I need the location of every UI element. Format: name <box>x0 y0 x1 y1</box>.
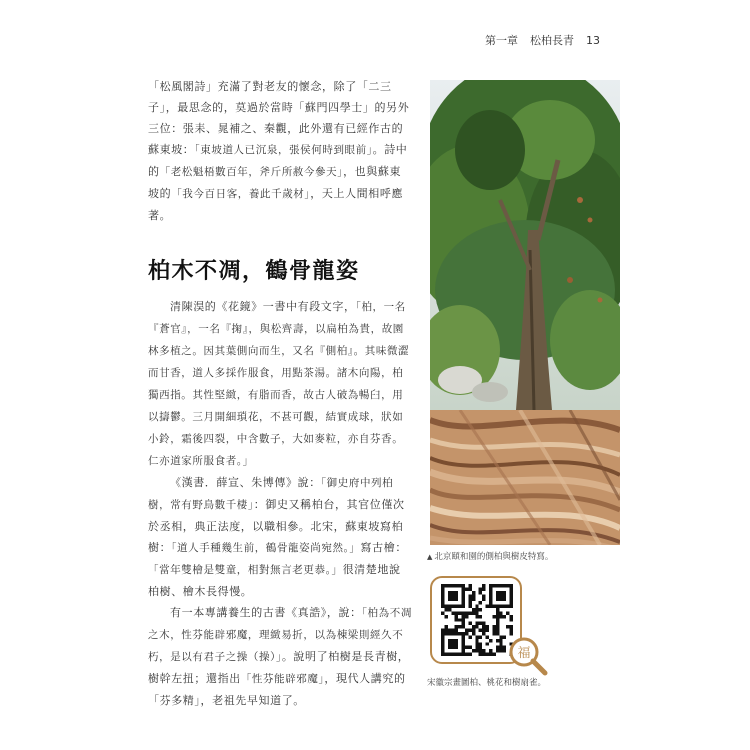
prose-text: 很清楚地說柏樹、檜木長得慢。 <box>148 563 401 598</box>
triangle-icon: ▲ <box>427 553 433 561</box>
prose-text: 寫古檜： <box>360 541 407 554</box>
quoted-text: 「柏為不凋之木，性芬能辟邪魔，理緻易折，以為棟梁則經久不朽，是以有君子之操（操）」 <box>148 607 412 663</box>
quoted-text: 「當年雙檜是雙童，相對無言老更恭。」 <box>148 564 343 576</box>
body-text-block <box>148 296 412 711</box>
cypress-tree-photo <box>430 80 620 410</box>
intro-paragraph <box>148 76 412 226</box>
intro-paragraph-block <box>148 76 412 226</box>
chapter-title: 松柏長青 <box>530 34 574 47</box>
quoted-text: 「我今百日客，養此千歲材」 <box>171 188 311 200</box>
page-number: 13 <box>586 34 600 47</box>
photo-caption <box>427 550 627 562</box>
running-header <box>485 32 600 48</box>
prose-text: 《漢書．薛宣、朱博傳》說： <box>170 476 321 489</box>
photo-caption-text: 北京頤和園的側柏與樹皮特寫。 <box>434 552 554 562</box>
quoted-text: 「柏，一名『蒼官』，一名『掬』，與松齊壽，以扁柏為貴，故園林多植之。因其葉側向而生，又名『側柏』。其味微澀而甘香，道人多採作服食，用點茶湯。諸木向陽，柏獨西指。其性堅緻，有脂而香，故古人破為暢臼，用以擣鬱。三月開細瑣花，不甚可觀，結實成球，狀如小鈴，霜後四裂，中含數子，大如麥粒，亦自芬香。仁亦道家所服食者。」 <box>148 301 410 467</box>
prose-text: 清陳淏的《花鏡》一書中有段文字， <box>170 300 356 313</box>
prose-text: ，也與蘇東坡的 <box>148 165 402 200</box>
body-paragraph <box>148 472 412 602</box>
quoted-text: 「道人手種幾生前，鶴骨龍姿尚宛然。」 <box>171 542 361 554</box>
prose-text: ，現代人講究的「芬多精」，老祖先早知道了。 <box>148 672 406 707</box>
prose-text: 「松風閣詩」充滿了對老友的懷念，除了「二三子」，最思念的，莫過於當時「蘇門四學士」的另外三位：張耒、晁補之、秦觀，此外還有已經作古的蘇東坡： <box>148 80 410 156</box>
quoted-text: 「性芬能辟邪魔」 <box>240 673 325 685</box>
quoted-text: 「老松魁梧數百年，斧斤所赦今參天」 <box>159 166 344 178</box>
prose-text: 。說明了柏樹是長青樹，樹幹左扭；還指出 <box>148 650 410 685</box>
chapter-label: 第一章 <box>485 34 518 47</box>
qr-code[interactable] <box>441 584 513 656</box>
qr-caption: 宋徽宗畫圖柏、桃花和樹扇雀。 <box>427 678 547 688</box>
quoted-text: 「御史府中列柏樹，常有野鳥數千棲」 <box>148 477 394 511</box>
prose-text: 。詩中的 <box>148 143 408 178</box>
body-paragraph <box>148 296 412 472</box>
body-paragraph <box>148 602 412 711</box>
section-title: 柏木不凋，鶴骨龍姿 <box>148 258 360 284</box>
prose-text: ，天上人間相呼應著。 <box>148 187 404 222</box>
quoted-text: 「東坡道人已沉泉，張侯何時到眼前」 <box>194 144 373 156</box>
bark-closeup-photo <box>430 410 620 545</box>
prose-text: 有一本專講養生的古書《真誥》，說： <box>170 606 362 619</box>
svg-text:福: 福 <box>517 646 531 661</box>
prose-text: ：御史又稱柏台，其官位僅次於丞相，典正法度，以職相參。北宋，蘇東坡寫柏樹： <box>148 498 405 554</box>
magnifier-icon <box>508 636 548 676</box>
